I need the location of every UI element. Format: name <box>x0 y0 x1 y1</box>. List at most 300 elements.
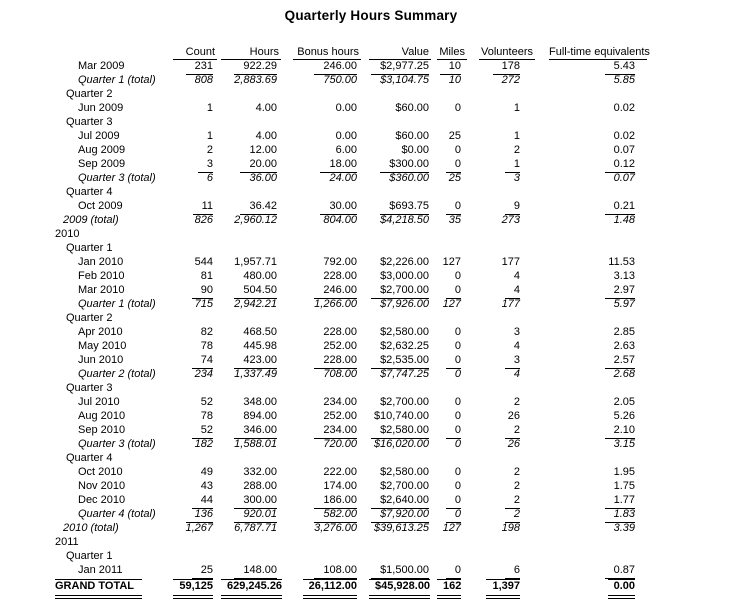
value-cell <box>221 102 281 116</box>
value-cell <box>221 522 281 536</box>
cell-value: 74 <box>192 354 213 369</box>
row-label <box>55 312 173 326</box>
row-label-text: Jul 2009 <box>78 130 120 142</box>
value-cell <box>221 508 281 523</box>
value-cell <box>369 74 431 88</box>
cell-value: 0.21 <box>605 200 635 215</box>
table-row <box>55 298 647 312</box>
cell-value: 252.00 <box>323 340 357 352</box>
value-cell <box>549 200 647 215</box>
cell-value: 1,266.00 <box>314 298 357 310</box>
value-cell <box>173 270 217 284</box>
cell-value: 445.98 <box>243 340 277 352</box>
cell-value: 30.00 <box>320 200 357 215</box>
table-row <box>55 410 647 424</box>
value-cell <box>221 74 281 88</box>
value-cell <box>369 579 431 599</box>
row-label <box>55 326 173 340</box>
cell-value: $2,226.00 <box>380 256 429 268</box>
value-cell <box>293 340 361 354</box>
cell-value: $2,700.00 <box>380 480 429 492</box>
value-cell <box>369 144 431 158</box>
cell-value: 0 <box>454 480 461 492</box>
row-label <box>55 88 173 102</box>
row-label-text: Quarter 3 <box>66 116 113 128</box>
value-cell <box>479 298 535 312</box>
cell-value: 0.07 <box>613 172 635 184</box>
cell-value: $2,700.00 <box>380 396 429 408</box>
value-cell <box>437 60 467 75</box>
row-label <box>55 144 173 158</box>
value-cell <box>173 564 217 579</box>
cell-value: $3,000.00 <box>380 270 429 282</box>
column-header: Count <box>173 46 217 60</box>
value-cell <box>479 270 535 284</box>
cell-value: $10,740.00 <box>373 410 429 422</box>
cell-value: 26,112.00 <box>303 579 357 599</box>
cell-value: 36.42 <box>240 200 277 215</box>
cell-value: 78 <box>200 340 213 352</box>
value-cell <box>173 74 217 88</box>
value-cell <box>293 144 361 158</box>
value-cell <box>437 410 467 424</box>
value-cell <box>369 438 431 452</box>
value-cell <box>173 144 217 158</box>
cell-value: 49 <box>200 466 213 478</box>
value-cell <box>293 396 361 410</box>
cell-value: 136 <box>186 508 213 523</box>
value-cell <box>293 200 361 215</box>
value-cell <box>549 368 647 382</box>
value-cell <box>293 158 361 173</box>
value-cell <box>549 270 647 284</box>
value-cell <box>221 270 281 284</box>
cell-value: 1,957.71 <box>234 256 277 268</box>
row-label <box>55 396 173 410</box>
value-cell <box>549 466 647 480</box>
cell-value: 0 <box>446 158 461 173</box>
value-cell <box>173 214 217 228</box>
cell-value: 804.00 <box>323 214 357 226</box>
value-cell <box>549 144 647 158</box>
cell-value: 6.00 <box>335 144 357 156</box>
cell-value: 5.26 <box>613 410 635 422</box>
column-header: Miles <box>437 46 467 60</box>
cell-value: 178 <box>493 60 520 75</box>
row-label <box>55 382 173 396</box>
row-label-text: GRAND TOTAL <box>55 579 142 599</box>
value-cell <box>221 480 281 494</box>
cell-value: 0.07 <box>613 144 635 156</box>
value-cell <box>549 340 647 354</box>
cell-value: 348.00 <box>243 396 277 408</box>
row-label-text: Quarter 3 (total) <box>78 172 156 184</box>
value-cell <box>437 298 467 312</box>
value-cell <box>293 508 361 523</box>
value-cell <box>173 326 217 340</box>
value-cell <box>293 466 361 480</box>
cell-value: 127 <box>442 522 461 534</box>
value-cell <box>173 60 217 75</box>
value-cell <box>293 494 361 509</box>
row-label <box>55 158 173 172</box>
cell-value: 162 <box>437 579 461 599</box>
value-cell <box>437 130 467 144</box>
value-cell <box>479 284 535 299</box>
table-row <box>55 74 647 88</box>
value-cell <box>293 480 361 494</box>
value-cell <box>221 410 281 424</box>
row-label <box>55 368 173 382</box>
cell-value: $2,580.00 <box>371 424 429 439</box>
row-label-text: Quarter 1 (total) <box>78 74 156 86</box>
column-header: Bonus hours <box>293 46 361 60</box>
cell-value: 4 <box>513 368 520 380</box>
cell-value: 468.50 <box>243 326 277 338</box>
table-row <box>55 354 647 368</box>
row-label-text: Quarter 2 (total) <box>78 368 156 380</box>
cell-value: 59,125 <box>173 579 213 599</box>
value-cell <box>479 410 535 424</box>
row-label-text: Quarter 4 <box>66 186 113 198</box>
value-cell <box>173 480 217 494</box>
value-cell <box>173 354 217 369</box>
cell-value: 0 <box>446 284 461 299</box>
value-cell <box>437 144 467 158</box>
value-cell <box>479 480 535 494</box>
value-cell <box>549 298 647 312</box>
value-cell <box>221 144 281 158</box>
value-cell <box>369 564 431 579</box>
cell-value: 0 <box>446 494 461 509</box>
cell-value: 0 <box>446 424 461 439</box>
value-cell <box>221 368 281 382</box>
cell-value: 4 <box>513 270 520 282</box>
value-cell <box>369 214 431 228</box>
cell-value: $2,580.00 <box>380 466 429 478</box>
value-cell <box>221 158 281 173</box>
cell-value: 177 <box>501 298 520 310</box>
cell-value: $7,747.25 <box>380 368 429 380</box>
value-cell <box>369 102 431 116</box>
cell-value: 2,883.69 <box>234 74 277 86</box>
cell-value: 2 <box>513 144 520 156</box>
row-label <box>55 256 173 270</box>
value-cell <box>479 102 535 116</box>
table-row <box>55 564 647 578</box>
cell-value: 228.00 <box>323 326 357 338</box>
table-row <box>55 508 647 522</box>
value-cell <box>369 60 431 75</box>
cell-value: $2,640.00 <box>371 494 429 509</box>
row-label-text: Jan 2010 <box>78 256 124 268</box>
value-cell <box>369 130 431 144</box>
value-cell <box>479 74 535 88</box>
cell-value: 922.29 <box>234 60 277 75</box>
value-cell <box>221 579 281 599</box>
value-cell <box>549 256 647 270</box>
value-cell <box>437 368 467 382</box>
value-cell <box>479 256 535 270</box>
row-label-text: Quarter 2 <box>66 88 113 100</box>
row-label <box>55 424 173 438</box>
table-row <box>55 256 647 270</box>
row-label <box>55 200 173 214</box>
cell-value: 127 <box>442 298 461 310</box>
value-cell <box>437 508 467 523</box>
cell-value: 480.00 <box>243 270 277 282</box>
cell-value: 4.00 <box>255 130 277 142</box>
cell-value: 504.50 <box>234 284 277 299</box>
cell-value: 26 <box>507 410 520 422</box>
cell-value: 4 <box>505 284 520 299</box>
value-cell <box>173 494 217 509</box>
value-cell <box>549 60 647 75</box>
value-cell <box>293 522 361 536</box>
value-cell <box>437 354 467 369</box>
value-cell <box>369 256 431 270</box>
cell-value: 5.97 <box>613 298 635 310</box>
value-cell <box>221 396 281 410</box>
table-row <box>55 550 647 564</box>
cell-value: 0 <box>454 326 461 338</box>
cell-value: 11.53 <box>608 256 635 268</box>
cell-value: 1 <box>513 130 520 142</box>
value-cell <box>369 424 431 439</box>
cell-value: 1.95 <box>613 466 635 478</box>
value-cell <box>369 396 431 410</box>
value-cell <box>479 340 535 354</box>
value-cell <box>221 200 281 215</box>
cell-value: 0 <box>446 564 461 579</box>
cell-value: 3 <box>505 354 520 369</box>
table-row <box>55 214 647 228</box>
value-cell <box>479 200 535 215</box>
cell-value: 24.00 <box>329 172 357 184</box>
value-cell <box>437 172 467 186</box>
cell-value: 0 <box>454 144 461 156</box>
row-label <box>55 74 173 88</box>
value-cell <box>479 130 535 144</box>
cell-value: 2 <box>206 144 213 156</box>
row-label-text: Jul 2010 <box>78 396 120 408</box>
value-cell <box>293 256 361 270</box>
value-cell <box>293 60 361 75</box>
cell-value: 6 <box>206 172 213 184</box>
cell-value: 423.00 <box>234 354 277 369</box>
table-row <box>55 438 647 452</box>
cell-value: 6 <box>505 564 520 579</box>
value-cell <box>173 396 217 410</box>
value-cell <box>437 438 467 452</box>
cell-value: 582.00 <box>314 508 357 523</box>
cell-value: 5.43 <box>605 60 635 75</box>
cell-value: $3,104.75 <box>380 74 429 86</box>
value-cell <box>479 368 535 382</box>
cell-value: 0 <box>454 340 461 352</box>
value-cell <box>221 298 281 312</box>
cell-value: 18.00 <box>320 158 357 173</box>
cell-value: 2 <box>513 480 520 492</box>
cell-value: 1,267 <box>185 522 213 534</box>
row-label <box>55 214 173 228</box>
value-cell <box>369 368 431 382</box>
value-cell <box>437 102 467 116</box>
row-label <box>55 579 173 599</box>
cell-value: 708.00 <box>323 368 357 380</box>
value-cell <box>293 564 361 579</box>
value-cell <box>369 480 431 494</box>
cell-value: 0 <box>454 410 461 422</box>
cell-value: 3.15 <box>613 438 635 450</box>
cell-value: 0.87 <box>605 564 635 579</box>
value-cell <box>369 270 431 284</box>
cell-value: 246.00 <box>314 60 357 75</box>
value-cell <box>293 438 361 452</box>
value-cell <box>293 298 361 312</box>
cell-value: 0 <box>454 270 461 282</box>
cell-value: 0 <box>454 438 461 450</box>
cell-value: 44 <box>192 494 213 509</box>
value-cell <box>549 130 647 144</box>
value-cell <box>369 354 431 369</box>
value-cell <box>173 298 217 312</box>
value-cell <box>369 298 431 312</box>
value-cell <box>293 102 361 116</box>
cell-value: 148.00 <box>234 564 277 579</box>
value-cell <box>549 396 647 410</box>
value-cell <box>549 102 647 116</box>
value-cell <box>369 466 431 480</box>
value-cell <box>369 326 431 340</box>
cell-value: 2 <box>505 424 520 439</box>
cell-value: 2.85 <box>613 326 635 338</box>
table-header-row <box>55 44 650 60</box>
cell-value: 1,337.49 <box>234 368 277 380</box>
cell-value: 1.48 <box>613 214 635 226</box>
cell-value: 222.00 <box>323 466 357 478</box>
value-cell <box>479 438 535 452</box>
cell-value: 35 <box>448 214 461 226</box>
value-cell <box>221 340 281 354</box>
table-row <box>55 396 647 410</box>
value-cell <box>479 494 535 509</box>
cell-value: 246.00 <box>314 284 357 299</box>
cell-value: 0.00 <box>608 579 635 599</box>
cell-value: 288.00 <box>243 480 277 492</box>
value-cell <box>293 326 361 340</box>
value-cell <box>437 158 467 173</box>
cell-value: 174.00 <box>323 480 357 492</box>
value-cell <box>549 326 647 340</box>
cell-value: 186.00 <box>314 494 357 509</box>
cell-value: 25 <box>192 564 213 579</box>
table-row <box>55 368 647 382</box>
value-cell <box>437 522 467 536</box>
value-cell <box>369 522 431 536</box>
cell-value: 0 <box>446 354 461 369</box>
value-cell <box>221 494 281 509</box>
cell-value: 2.10 <box>605 424 635 439</box>
cell-value: 81 <box>200 270 213 282</box>
row-label <box>55 522 173 536</box>
cell-value: 231 <box>186 60 213 75</box>
cell-value: 3.13 <box>613 270 635 282</box>
summary-table-body <box>55 60 647 598</box>
row-label-text: Mar 2010 <box>78 284 125 296</box>
value-cell <box>369 508 431 523</box>
value-cell <box>479 579 535 599</box>
row-label <box>55 466 173 480</box>
cell-value: 0 <box>454 466 461 478</box>
row-label <box>55 102 173 116</box>
cell-value: 2 <box>513 466 520 478</box>
value-cell <box>437 480 467 494</box>
cell-value: 2.68 <box>613 368 635 380</box>
cell-value: 544 <box>194 256 213 268</box>
cell-value: 0.02 <box>613 102 635 114</box>
value-cell <box>173 102 217 116</box>
cell-value: $60.00 <box>395 102 429 114</box>
value-cell <box>293 284 361 299</box>
table-row <box>55 88 647 102</box>
row-label <box>55 270 173 284</box>
table-row <box>55 186 647 200</box>
value-cell <box>173 130 217 144</box>
value-cell <box>549 564 647 579</box>
cell-value: 808 <box>194 74 213 86</box>
cell-value: 1 <box>206 130 213 142</box>
table-row <box>55 312 647 326</box>
value-cell <box>549 284 647 299</box>
cell-value: 1,397 <box>486 579 520 599</box>
cell-value: $60.00 <box>395 130 429 142</box>
row-label-text: Quarter 3 <box>66 382 113 394</box>
cell-value: 750.00 <box>323 74 357 86</box>
cell-value: 1 <box>513 102 520 114</box>
cell-value: 82 <box>200 326 213 338</box>
row-label <box>55 536 173 550</box>
table-row <box>55 326 647 340</box>
value-cell <box>369 494 431 509</box>
cell-value: 2 <box>505 508 520 523</box>
cell-value: $16,020.00 <box>373 438 429 450</box>
cell-value: $7,920.00 <box>371 508 429 523</box>
cell-value: 228.00 <box>323 270 357 282</box>
cell-value: 127 <box>442 256 461 268</box>
cell-value: 36.00 <box>249 172 277 184</box>
value-cell <box>549 158 647 173</box>
row-label <box>55 410 173 424</box>
value-cell <box>549 214 647 228</box>
table-row <box>55 480 647 494</box>
cell-value: $7,926.00 <box>380 298 429 310</box>
value-cell <box>293 172 361 186</box>
column-header: Volunteers <box>479 46 535 60</box>
row-label-text: Nov 2010 <box>78 480 126 492</box>
cell-value: 0 <box>454 396 461 408</box>
row-label-text: May 2010 <box>78 340 127 352</box>
cell-value: 25 <box>448 130 461 142</box>
value-cell <box>437 494 467 509</box>
value-cell <box>221 130 281 144</box>
cell-value: $2,700.00 <box>371 284 429 299</box>
value-cell <box>549 172 647 186</box>
value-cell <box>173 424 217 439</box>
value-cell <box>173 410 217 424</box>
value-cell <box>173 172 217 186</box>
cell-value: 4.00 <box>255 102 277 114</box>
